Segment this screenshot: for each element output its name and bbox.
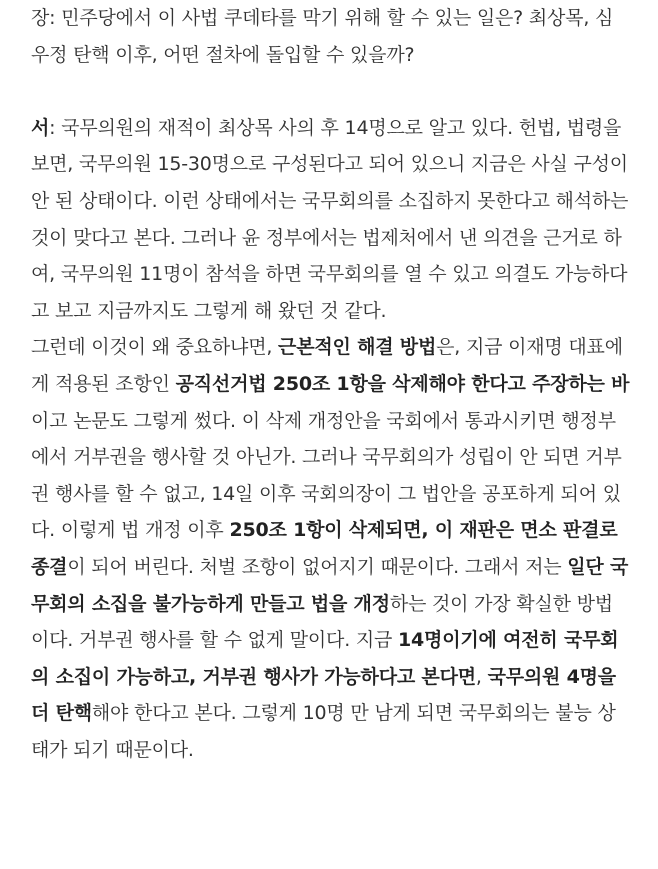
text-segment: 장: 민주당에서 이 사법 쿠데타를 막기 위해 할 수 있는 일은? 최상목, 심우정 탄핵 이후, 어떤 절차에 돌입할 수 있을까? xyxy=(31,7,614,66)
text-segment: : 국무의원의 재적이 최상목 사의 후 14명으로 알고 있다. 헌법, 법령을 보면, 국무의원 15-30명으로 구성된다고 되어 있으니 지금은 사실 구성이 안 된 상태이다. 이런 상태에서는 국무회의를 소집하지 못한다고 해석하는 것이 맞다고 본다. 그러나 윤 정부에서는 법제처에서 낸 의견을 근거로 하여, 국무의원 11명이 참석을 하면 국무회의를 열 수 있고 의결도 가능하다고 보고 지금까지도 그렇게 해 왔던 것 같다. xyxy=(31,116,629,322)
text-segment: 하는 것이 가장 확실한 방법이다. 거부권 행사를 할 수 없게 말이다. 지금 xyxy=(31,592,613,652)
bold-text-segment: 근본적인 해결 방법 xyxy=(278,336,437,359)
bold-text-segment: 일단 국무회의 소집을 불가능하게 만들고 법을 개정 xyxy=(31,555,629,615)
answer-paragraph-2 xyxy=(31,329,631,768)
bold-text-segment: 250조 1항이 삭제되면, 이 재판은 면소 판결로 종결 xyxy=(31,519,618,578)
text-segment: 이고 논문도 그렇게 썼다. 이 삭제 개정안을 국회에서 통과시키면 행정부에서 거부권을 행사할 것 아닌가. 그러나 국무회의가 성립이 안 되면 거부권 행사를 할 수 없고, 14일 이후 국회의장이 그 법안을 공포하게 되어 있다. 이렇게 법 개정 이후 xyxy=(31,409,622,542)
text-segment: 해야 한다고 본다. 그렇게 10명 만 남게 되면 국무회의는 불능 상태가 되기 때문이다. xyxy=(31,702,616,761)
question-paragraph xyxy=(31,0,631,73)
text-segment: 은, 지금 이재명 대표에게 적용된 조항인 xyxy=(31,336,623,395)
paragraph-spacer xyxy=(31,73,631,110)
answer-paragraph-1 xyxy=(31,110,631,330)
bold-text-segment: 국무의원 4명을 더 탄핵 xyxy=(31,665,616,725)
text-segment: 그런데 이것이 왜 중요하냐면, xyxy=(31,336,279,359)
text-segment: 이 되어 버린다. 처벌 조항이 없어지기 때문이다. 그래서 저는 xyxy=(67,555,568,578)
article-body xyxy=(31,0,631,768)
bold-text-segment: 14명이기에 여전히 국무회의 소집이 가능하고, 거부권 행사가 가능하다고 본다면 xyxy=(31,629,619,688)
text-segment: , xyxy=(475,665,488,688)
bold-text-segment: 서 xyxy=(31,116,50,139)
bold-text-segment: 공직선거법 250조 1항을 삭제해야 한다고 주장하는 바 xyxy=(175,372,630,395)
